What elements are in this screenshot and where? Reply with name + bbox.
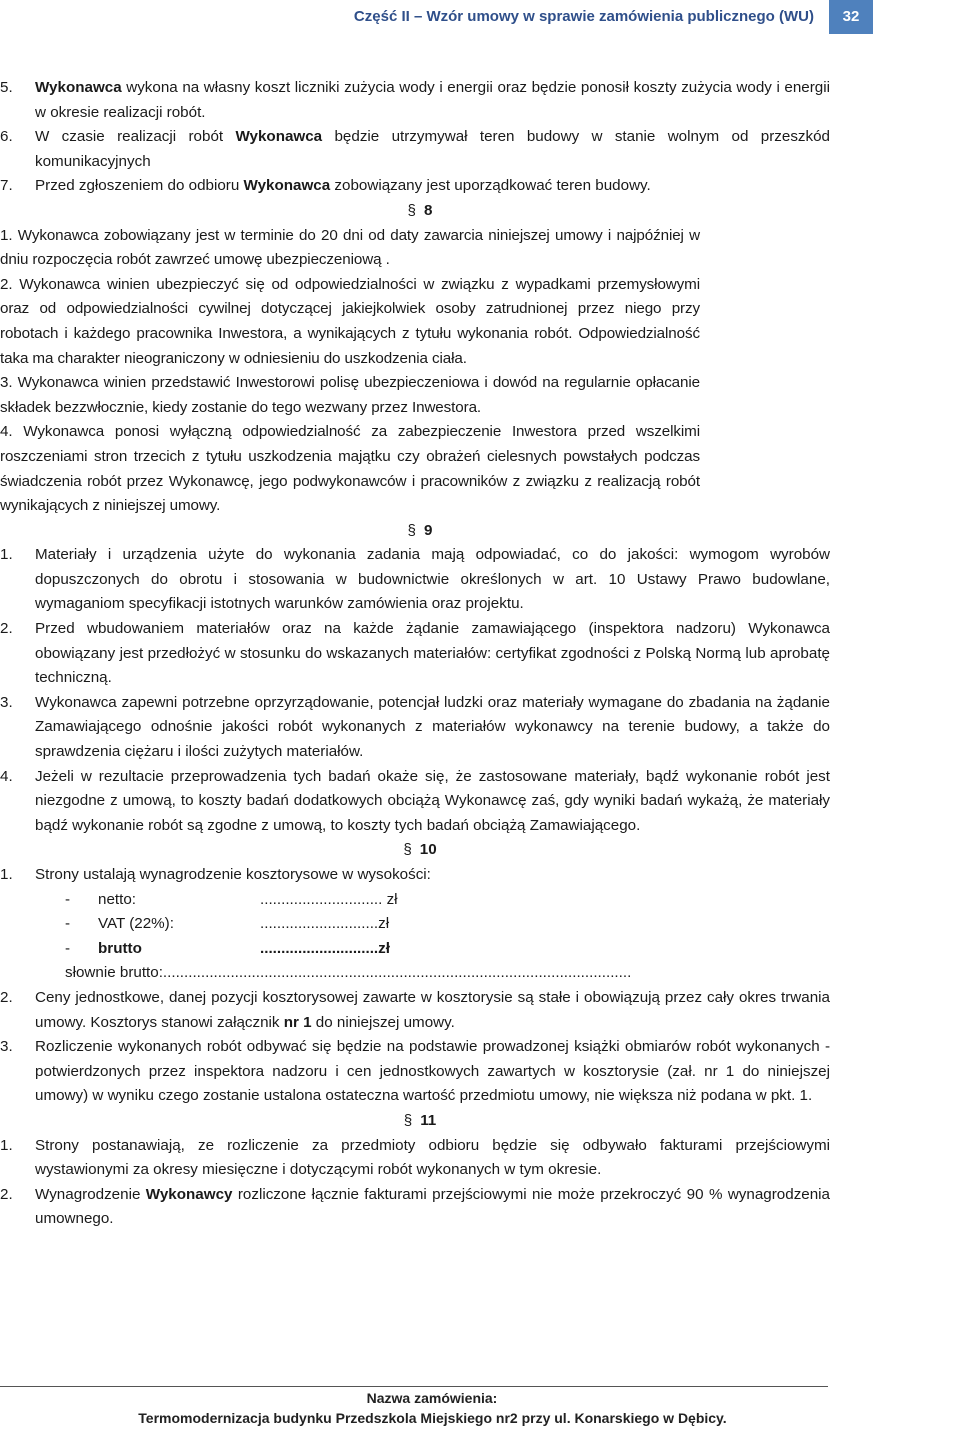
section-number: 11 [420, 1111, 437, 1129]
item-number: 2. [0, 988, 13, 1006]
dash: - [65, 939, 71, 957]
dash: - [65, 915, 71, 933]
section-symbol: § [403, 1111, 413, 1129]
item-text: Przed wbudowaniem materiałów oraz na każde żądanie zamawiającego (inspektora nadzoru) Wykonawca obowiązany jest przedłożyć w stosunku do wskazanych materiałów: certyfikat zgodności z Polską Normą lub aprobatę techniczną. [35, 620, 830, 687]
item-text: wykona na własny koszt liczniki zużycia wody i energii oraz będzie ponosił koszty zużycia wody i energii w okresie realizacji robót. [35, 79, 830, 121]
item-number: 1. [0, 546, 13, 564]
item-bold-text: Wykonawca [235, 128, 323, 146]
section-number: 10 [419, 841, 437, 859]
item-number: 3. [0, 1038, 13, 1056]
amount-row-vat [0, 912, 960, 937]
item-bold-text: Wykonawca [243, 177, 331, 195]
amount-label: VAT (22%): [98, 915, 174, 933]
item-number: 2. [0, 1185, 13, 1203]
section-number: 9 [424, 521, 433, 539]
list-item [0, 76, 960, 125]
list-item [0, 125, 960, 174]
item-text: Wynagrodzenie [35, 1185, 146, 1203]
paragraph: 3. Wykonawca winien przedstawić Inwestorowi polisę ubezpieczeniowa i dowód na regularnie opłacanie składek bezzwłocznie, kiedy zostanie do tego wezwany przez Inwestora. [0, 374, 700, 416]
footer-divider [0, 1386, 828, 1387]
item-text: Strony postanawiają, ze rozliczenie za przedmioty odbioru będzie się odbywało fakturami przejściowymi wystawionymi za okresy miesięczne i dotyczącymi robót wykonanych w tym okresie. [35, 1136, 830, 1179]
list-item [0, 1035, 960, 1109]
item-text: do niniejszej umowy. [311, 1013, 455, 1031]
section-symbol: § [403, 841, 412, 859]
paragraph: 1. Wykonawca zobowiązany jest w terminie do 20 dni od daty zawarcia niniejszej umowy i najpóźniej w dniu rozpoczęcia robót zawrzeć umowę ubezpieczeniową . [0, 226, 700, 269]
amount-row-netto [0, 888, 960, 913]
document-body [0, 76, 960, 1232]
amount-value: ............................zł [260, 939, 390, 957]
item-text: Ceny jednostkowe, danej pozycji kosztorysowej zawarte w kosztorysie są stałe i obowiązują przez cały okres trwania umowy. Kosztorys stanowi załącznik [35, 988, 830, 1031]
item-number: 2. [0, 620, 13, 638]
section8-paragraphs [0, 224, 960, 519]
dash: - [65, 890, 71, 908]
item-text: W czasie realizacji robót [35, 128, 236, 146]
section-heading-9 [120, 519, 720, 544]
paragraph: 4. Wykonawca ponosi wyłączną odpowiedzialność za zabezpieczenie Inwestora przed wszelkimi roszczeniami stron trzecich z tytułu uszkodzenia majątku czy obrażeń cielesnych powstałych podczas świadczenia robót przez Wykonawcę, jego podwykonawców i pracowników z związku z realizacją robót wynikających z niniejszej umowy. [0, 423, 700, 515]
document-title: Część II – Wzór umowy w sprawie zamówienia publicznego (WU) [353, 8, 814, 25]
list-item [0, 543, 960, 617]
item-bold-text: nr 1 [283, 1013, 312, 1031]
item-bold-text: Wykonawcy [145, 1185, 233, 1203]
footer-project-name [0, 1410, 960, 1426]
list-item [0, 617, 960, 691]
list-item [0, 986, 960, 1035]
item-text: rozliczone łącznie fakturami przejściowymi nie może przekroczyć 90 % wynagrodzenia umownego. [35, 1185, 830, 1228]
footer-label-text: Nazwa zamówienia: [366, 1390, 498, 1406]
item-number: 5. [0, 79, 13, 96]
item-number: 3. [0, 693, 13, 711]
item-number: 1. [0, 866, 13, 883]
list-item [0, 691, 960, 765]
section-heading-11 [120, 1109, 720, 1134]
item-text: Przed zgłoszeniem do odbioru [35, 177, 244, 195]
item-bold-text: Wykonawca [35, 79, 122, 96]
page-header [0, 0, 960, 34]
item-text: Materiały i urządzenia użyte do wykonania zadania mają odpowiadać, co do jakości: wymogom wyrobów dopuszczonych do obrotu i stosowania w budownictwie określonych w art. 10 Ustawy Prawo budowlane, wymaganiom specyfikacji istotnych warunków zamówienia oraz projektu. [35, 546, 830, 613]
item-text: zobowiązany jest uporządkować teren budowy. [330, 177, 651, 195]
item-number: 4. [0, 767, 13, 785]
paragraph: 2. Wykonawca winien ubezpieczyć się od odpowiedzialności w związku z wypadkami przemysłowymi oraz od odpowiedzialności cywilnej dotyczącej jakiejkolwiek osoby zatrudnionej przez niego przy robotach i każdego pracownika Inwestora, a wynikających z tytułu wykonania robót. Odpowiedzialność taka ma charakter nieograniczony w odniesieniu do uszkodzenia ciała. [0, 275, 700, 367]
section-heading-8 [120, 199, 720, 224]
footer-project-text: Termomodernizacja budynku Przedszkola Miejskiego nr2 przy ul. Konarskiego w Dębicy. [138, 1410, 727, 1426]
amount-value: ............................. zł [260, 890, 398, 908]
amount-label: brutto [98, 939, 142, 957]
item-text: będzie utrzymywał teren budowy w stanie wolnym od przeszkód komunikacyjnych [35, 128, 830, 170]
page-number-badge: 32 [829, 0, 873, 34]
footer-label [0, 1390, 960, 1406]
list-item [0, 765, 960, 839]
amount-value: ............................zł [260, 915, 390, 933]
amount-words-row [0, 961, 960, 986]
section-number: 8 [424, 201, 433, 219]
item-number: 6. [0, 128, 13, 146]
amount-label: netto: [98, 890, 136, 908]
list-item [0, 1183, 960, 1232]
item-text: Rozliczenie wykonanych robót odbywać się będzie na podstawie prowadzonej książki obmiarów robót wykonanych - potwierdzonych przez inspektora nadzoru i cen jednostkowych zawartych w kosztorysie (zał. nr 1 do niniejszej umowy) w wyniku czego zostanie ustalona ostateczna wartość przedmiotu umowy, nie większa niż podana w pkt. 1. [35, 1038, 830, 1105]
list-item [0, 1134, 960, 1183]
item-text: Strony ustalają wynagrodzenie kosztorysowe w wysokości: [35, 866, 431, 883]
section-symbol: § [407, 201, 416, 219]
item-text: Jeżeli w rezultacie przeprowadzenia tych badań okaże się, że zastosowane materiały, bądź wykonanie robót jest niezgodne z umową, to koszty badań dodatkowych obciążą Wykonawcę zaś, gdy wyniki badań wykażą, że materiały bądź wykonanie robót są zgodne z umową, to koszty tych badań obciążą Zamawiającego. [35, 767, 830, 834]
item-number: 1. [0, 1136, 13, 1154]
section-heading-10 [120, 838, 720, 863]
amount-in-words: słownie brutto:............................................................................................................... [65, 964, 632, 982]
list-item [0, 863, 960, 888]
section-symbol: § [407, 521, 416, 539]
list-item [0, 174, 960, 199]
item-number: 7. [0, 177, 13, 195]
amount-row-brutto [0, 937, 960, 962]
item-text: Wykonawca zapewni potrzebne oprzyrządowanie, potencjał ludzki oraz materiały wymagane do zbadania na żądanie Zamawiającego odnośnie jakości robót wykonanych z materiałów wykonawcy na terenie budowy, a także do sprawdzenia ciężaru i ilości zużytych materiałów. [35, 693, 830, 761]
